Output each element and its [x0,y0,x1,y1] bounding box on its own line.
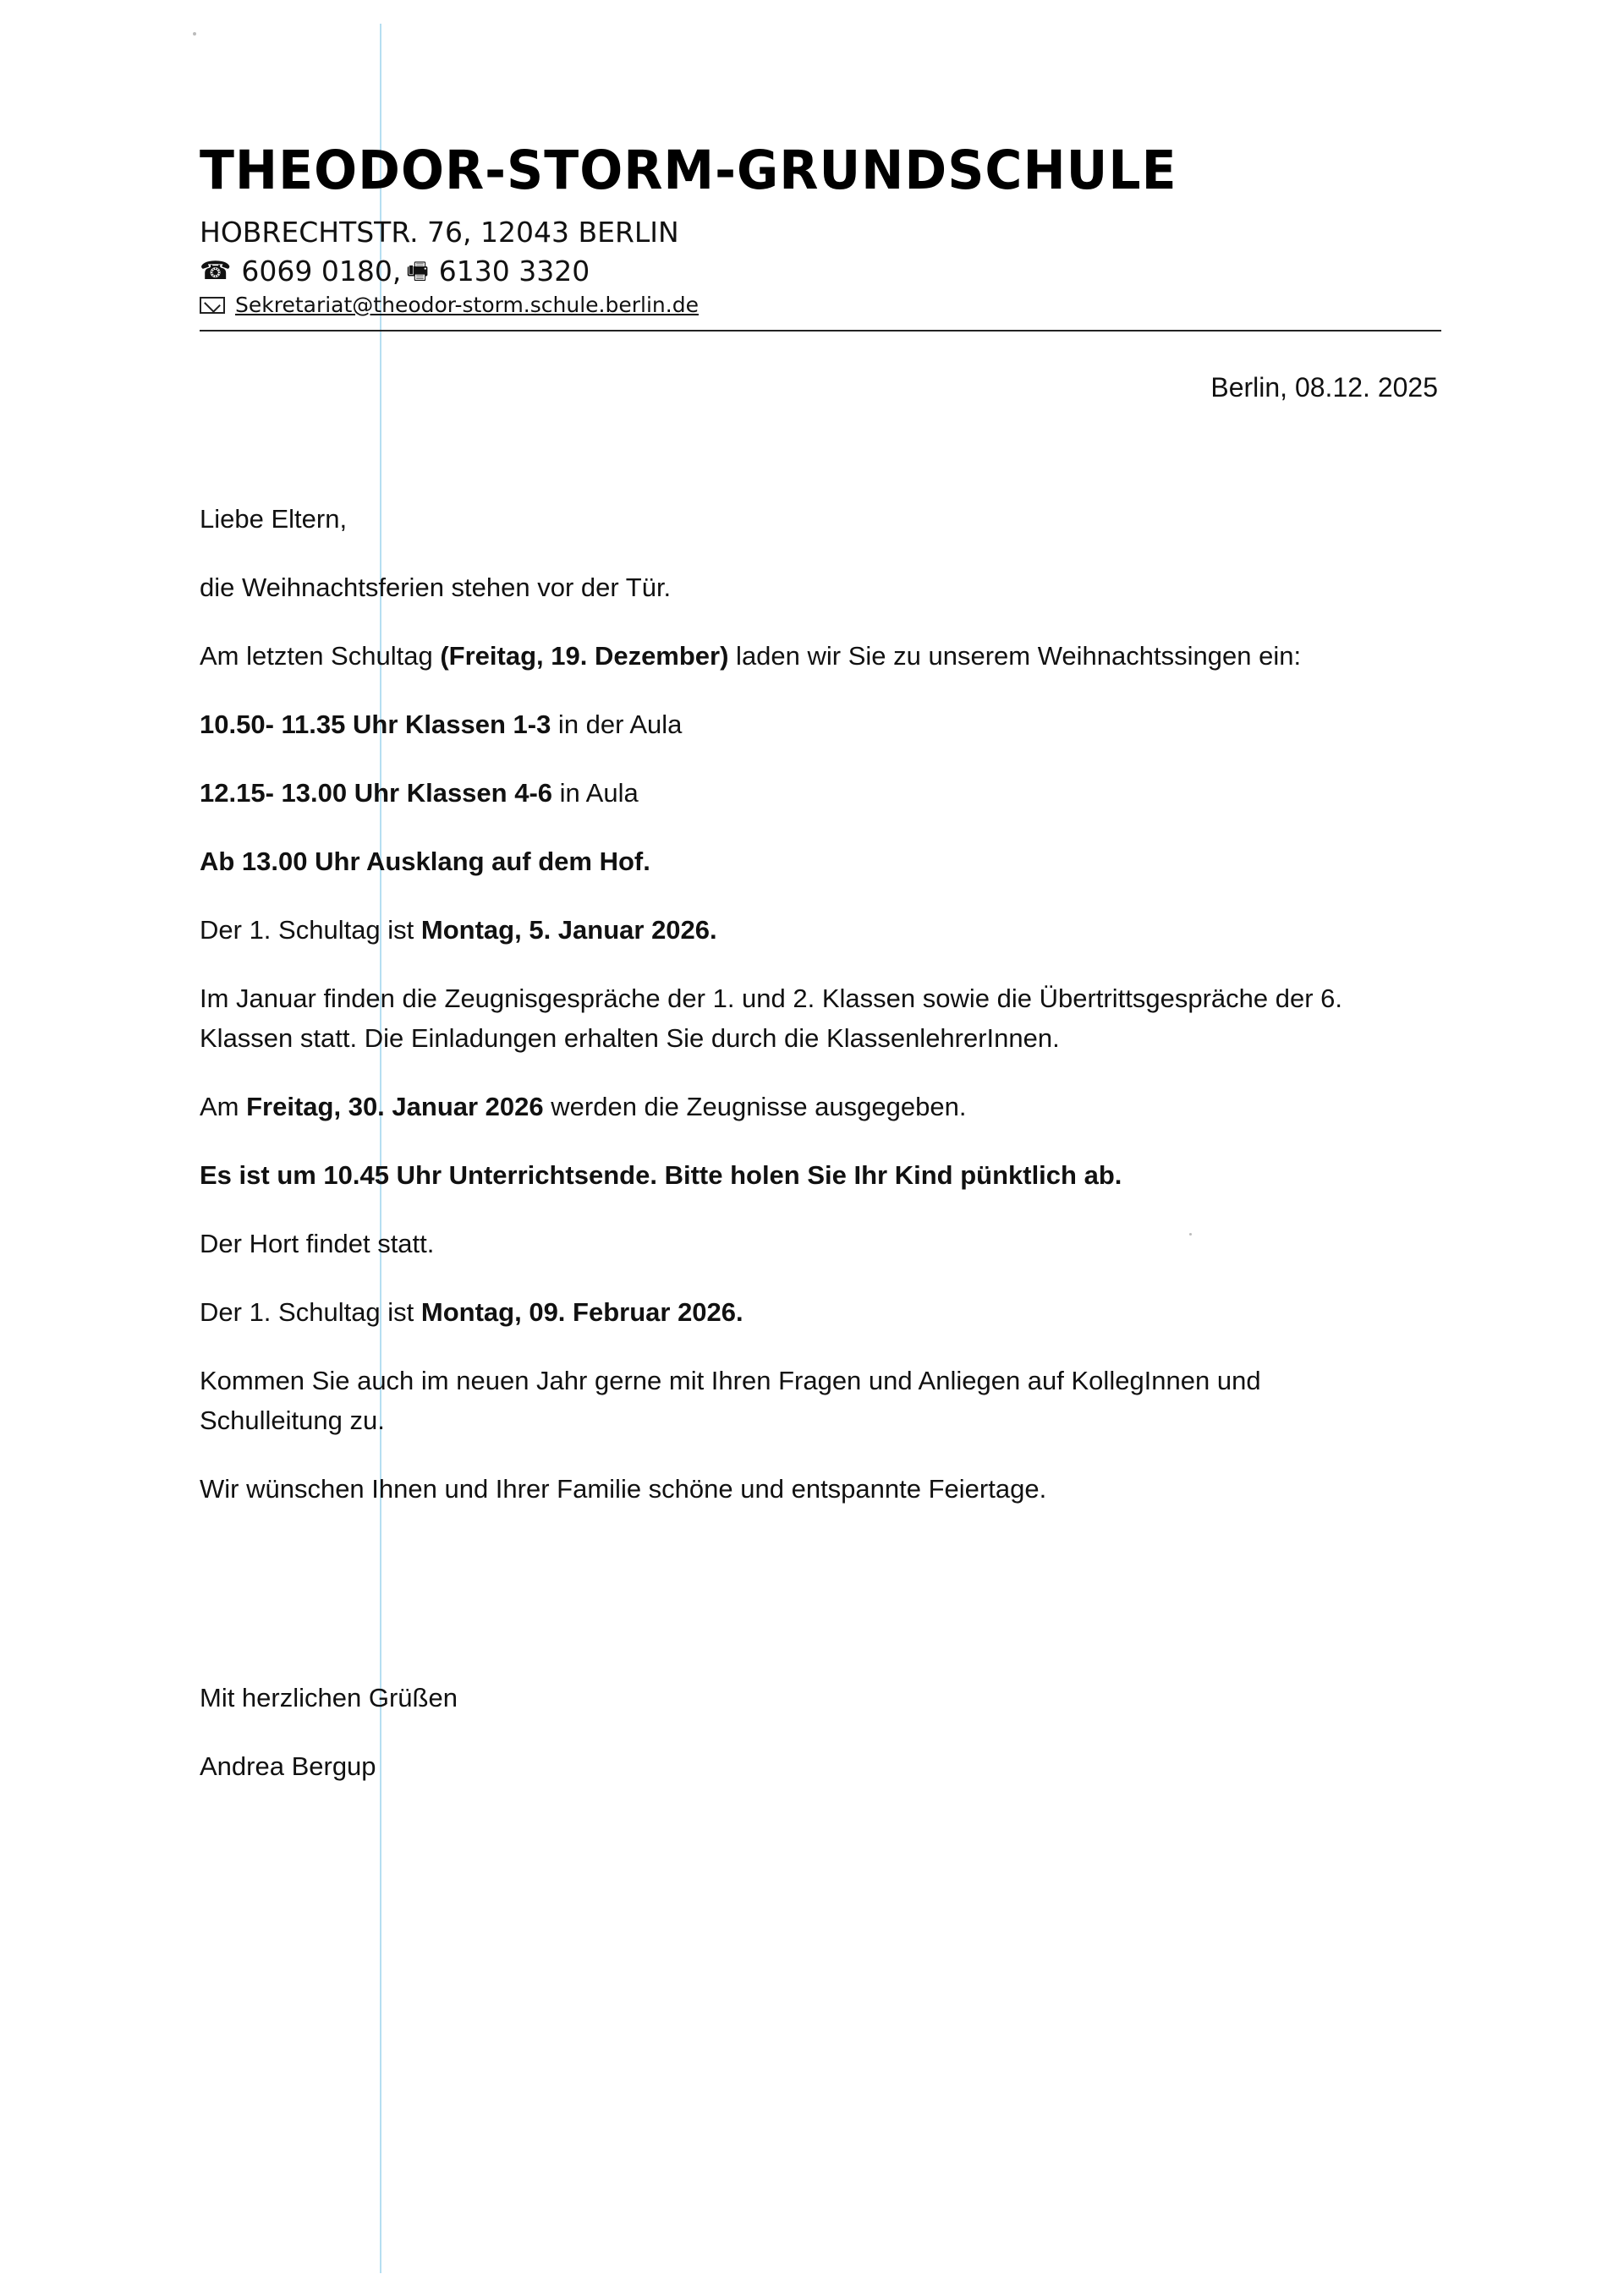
schedule-slot-3 [200,841,1418,881]
text-segment: Der 1. Schultag ist [200,1297,421,1327]
telephone-icon: ☎ [200,256,232,286]
fax-icon: 🖷 [406,257,429,285]
text-segment: werden die Zeugnisse ausgegeben. [543,1092,967,1121]
paragraph-first-school-day [200,910,1418,950]
text-segment: laden wir Sie zu unserem Weihnachtssingen ein: [728,641,1302,671]
phone-separator: , [392,255,402,288]
schedule-slot-1 [200,704,1418,744]
email-link[interactable]: Sekretariat@theodor-storm.schule.berlin.de [235,293,699,317]
paragraph-invitation [200,1361,1418,1440]
paragraph-intro: die Weihnachtsferien stehen vor der Tür. [200,573,672,602]
text-line: Schulleitung zu. [200,1406,385,1435]
letter-date: Berlin, 08.12. 2025 [1210,372,1438,403]
text-line: Klassen statt. Die Einladungen erhalten Sie durch die KlassenlehrerInnen. [200,1023,1060,1053]
highlight-date: Freitag, 30. Januar 2026 [246,1092,544,1121]
text-segment: Am letzten Schultag [200,641,441,671]
fax-number: 6130 3320 [438,255,590,288]
letterhead [200,135,1441,320]
schedule-place: in Aula [552,778,639,808]
letterhead-divider [200,330,1441,332]
schedule-time: 10.50- 11.35 Uhr Klassen 1-3 [200,710,551,739]
paragraph-end-of-lessons [200,1155,1418,1195]
text-line: Kommen Sie auch im neuen Jahr gerne mit Ihren Fragen und Anliegen auf KollegInnen und [200,1366,1261,1395]
contact-email-line [200,291,1441,320]
highlight-date: Montag, 5. Januar 2026. [420,915,717,945]
paragraph-christmas-singing [200,636,1418,676]
schedule-time: 12.15- 13.00 Uhr Klassen 4-6 [200,778,553,808]
phone-number: 6069 0180 [241,255,392,288]
paragraph-report-cards [200,1087,1418,1126]
schedule-closing: Ab 13.00 Uhr Ausklang auf dem Hof. [200,847,650,876]
schedule-place: in der Aula [551,710,683,739]
important-notice: Es ist um 10.45 Uhr Unterrichtsende. Bitte holen Sie Ihr Kind pünktlich ab. [200,1160,1122,1190]
signature-name: Andrea Bergup [200,1751,376,1781]
school-address-line [200,213,1441,252]
highlight-date: (Freitag, 19. Dezember) [440,641,729,671]
paragraph-january-talks [200,978,1418,1058]
closing-greeting: Mit herzlichen Grüßen [200,1683,458,1712]
scan-speck [193,32,196,36]
text-line: Im Januar finden die Zeugnisgespräche der 1. und 2. Klassen sowie die Übertrittsgespräche der 6. [200,984,1342,1013]
text-segment: Der 1. Schultag ist [200,915,421,945]
school-address: HOBRECHTSTR. 76, 12043 BERLIN [200,216,679,249]
school-name: THEODOR-STORM-GRUNDSCHULE [200,140,1177,202]
envelope-icon [200,297,225,314]
paragraph-wishes: Wir wünschen Ihnen und Ihrer Familie schöne und entspannte Feiertage. [200,1474,1047,1504]
schedule-slot-2 [200,773,1418,813]
contact-phone-fax-line [200,252,1441,291]
salutation: Liebe Eltern, [200,504,348,534]
highlight-date: Montag, 09. Februar 2026. [420,1297,743,1327]
paragraph-hort: Der Hort findet statt. [200,1229,435,1258]
letter-body [200,499,1418,1786]
text-segment: Am [200,1092,247,1121]
paragraph-second-school-day [200,1292,1418,1332]
